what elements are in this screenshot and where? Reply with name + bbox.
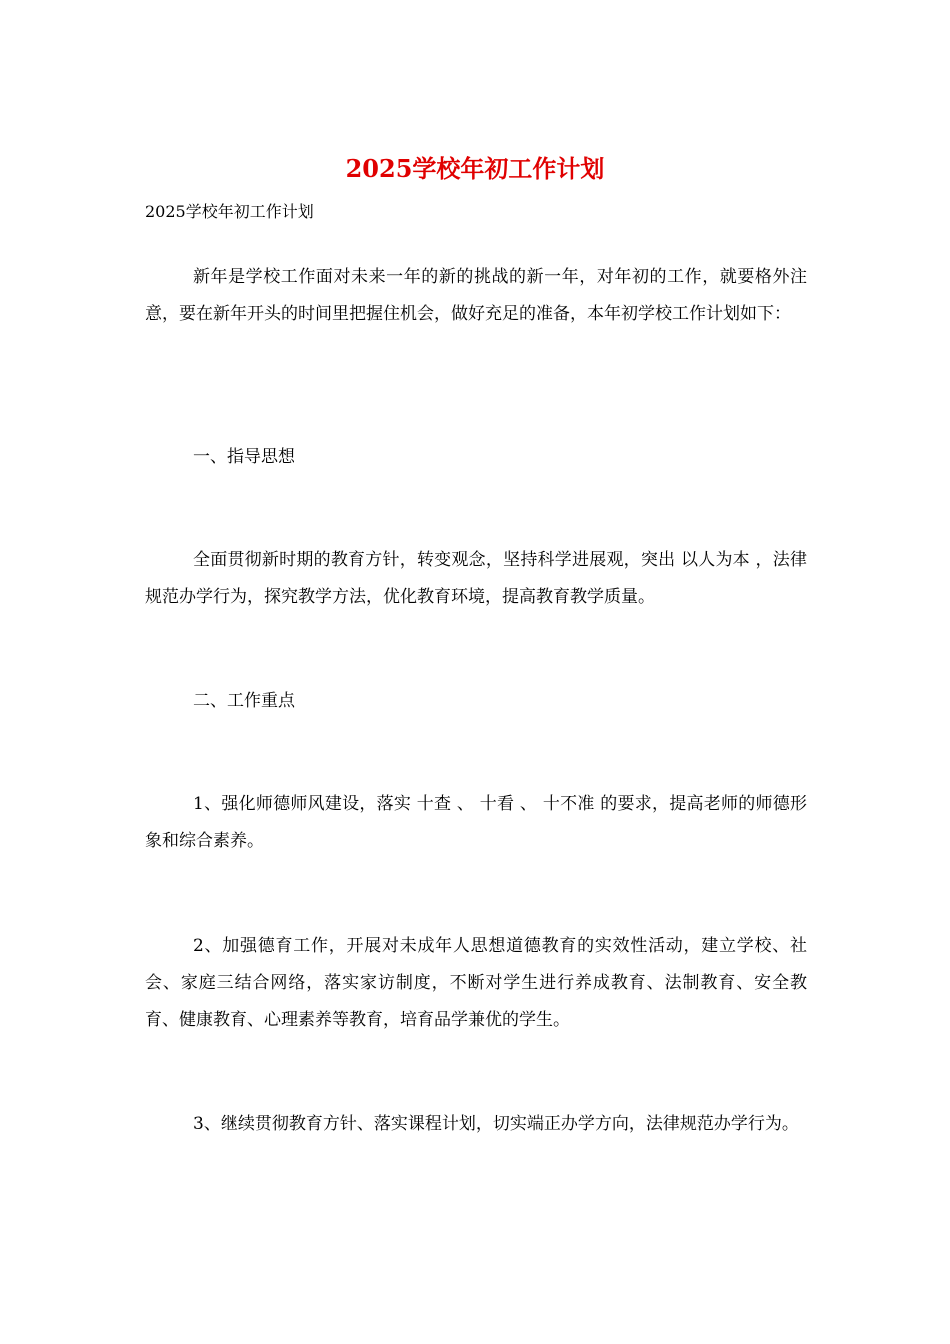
document-title: 2025学校年初工作计划 [345,154,605,183]
work-item-1: 1、强化师德师风建设，落实 十查 、 十看 、 十不准 的要求，提高老师的师德形象和综合素养。 [145,794,807,851]
work-item-3: 3、继续贯彻教育方针、落实课程计划，切实端正办学方向，法律规范办学行为。 [193,1114,799,1134]
work-item-2: 2、加强德育工作，开展对未成年人思想道德教育的实效性活动，建立学校、社会、家庭三结合网络，落实家访制度，不断对学生进行养成教育、法制教育、安全教育、健康教育、心理素养等教育，培育品学兼优的学生。 [145,936,807,1030]
guiding-ideology-paragraph: 全面贯彻新时期的教育方针，转变观念，坚持科学进展观，突出 以人为本 ，法律规范办学行为，探究教学方法，优化教育环境，提高教育教学质量。 [145,550,807,607]
document-subtitle: 2025学校年初工作计划 [145,202,314,221]
section-heading-guiding-ideology: 一、指导思想 [193,447,295,467]
intro-paragraph: 新年是学校工作面对未来一年的新的挑战的新一年，对年初的工作，就要格外注意，要在新年开头的时间里把握住机会，做好充足的准备，本年初学校工作计划如下： [145,267,807,324]
section-heading-work-focus: 二、工作重点 [193,691,295,711]
